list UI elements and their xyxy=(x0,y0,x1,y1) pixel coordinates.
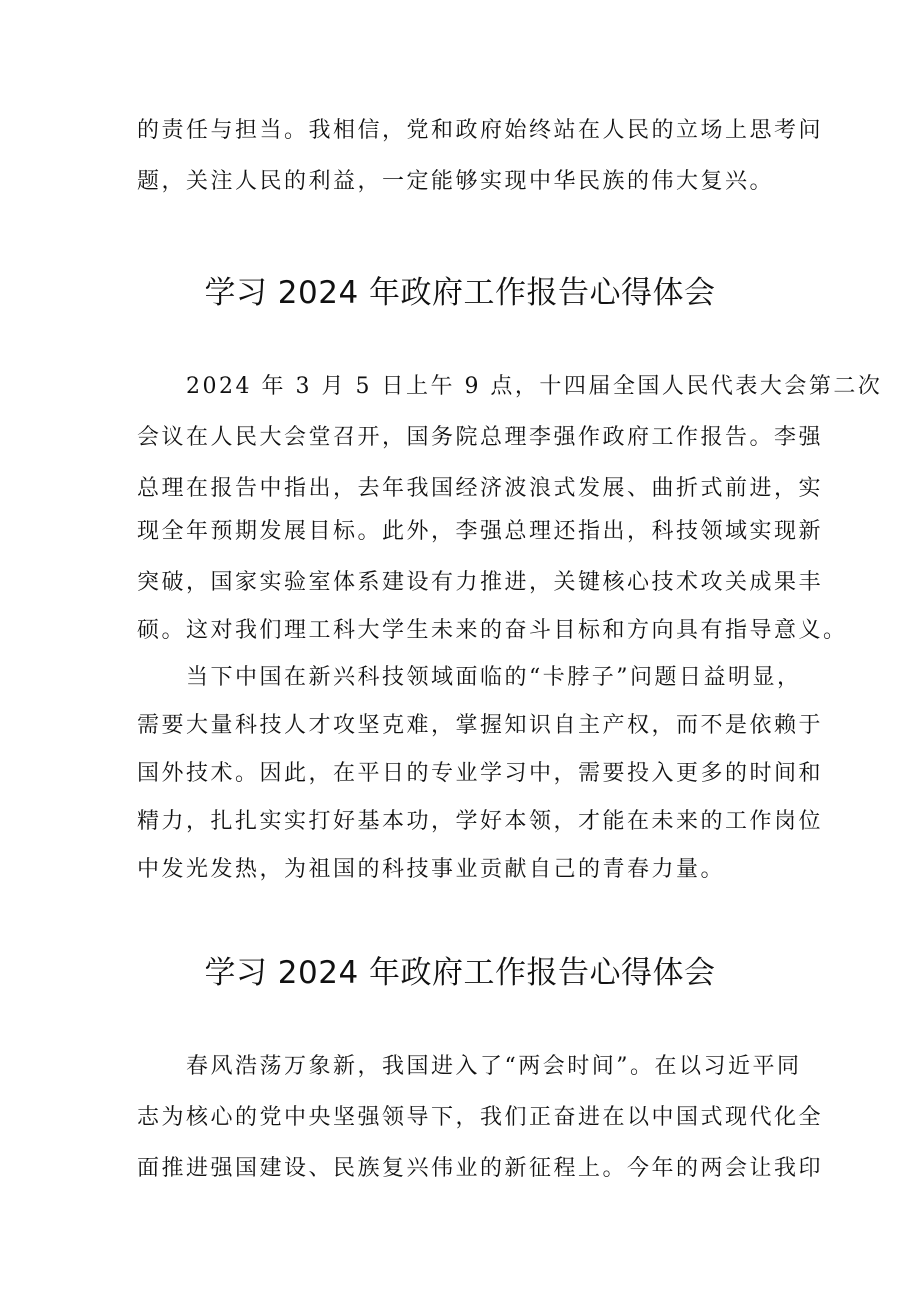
text-line: 国外技术。因此，在平日的专业学习中，需要投入更多的时间和 xyxy=(137,761,824,786)
text-line: 中发光发热，为祖国的科技事业贡献自己的青春力量。 xyxy=(137,857,726,882)
text-line: 的责任与担当。我相信，党和政府始终站在人民的立场上思考问 xyxy=(137,118,824,143)
paragraph-first-line: 2024 年 3 月 5 日上午 9 点，十四届全国人民代表大会第二次 xyxy=(186,374,883,399)
text-line: 面推进强国建设、民族复兴伟业的新征程上。今年的两会让我印 xyxy=(137,1156,824,1181)
text-line: 总理在报告中指出，去年我国经济波浪式发展、曲折式前进，实 xyxy=(137,476,824,501)
paragraph-first-line: 春风浩荡万象新，我国进入了“两会时间”。在以习近平同 xyxy=(186,1054,802,1079)
text-line: 志为核心的党中央坚强领导下，我们正奋进在以中国式现代化全 xyxy=(137,1105,824,1130)
text-line: 现全年预期发展目标。此外，李强总理还指出，科技领域实现新 xyxy=(137,519,824,544)
text-line: 会议在人民大会堂召开，国务院总理李强作政府工作报告。李强 xyxy=(137,425,824,450)
section-heading: 学习 2024 年政府工作报告心得体会 xyxy=(204,955,716,991)
paragraph-first-line: 当下中国在新兴科技领域面临的“卡脖子”问题日益明显， xyxy=(186,665,802,690)
text-line: 需要大量科技人才攻坚克难，掌握知识自主产权，而不是依赖于 xyxy=(137,713,824,738)
text-line: 硕。这对我们理工科大学生未来的奋斗目标和方向具有指导意义。 xyxy=(137,618,848,643)
text-line: 题，关注人民的利益，一定能够实现中华民族的伟大复兴。 xyxy=(137,169,775,194)
text-line: 精力，扎扎实实打好基本功，学好本领，才能在未来的工作岗位 xyxy=(137,809,824,834)
text-line: 突破，国家实验室体系建设有力推进，关键核心技术攻关成果丰 xyxy=(137,570,824,595)
section-heading: 学习 2024 年政府工作报告心得体会 xyxy=(204,275,716,311)
